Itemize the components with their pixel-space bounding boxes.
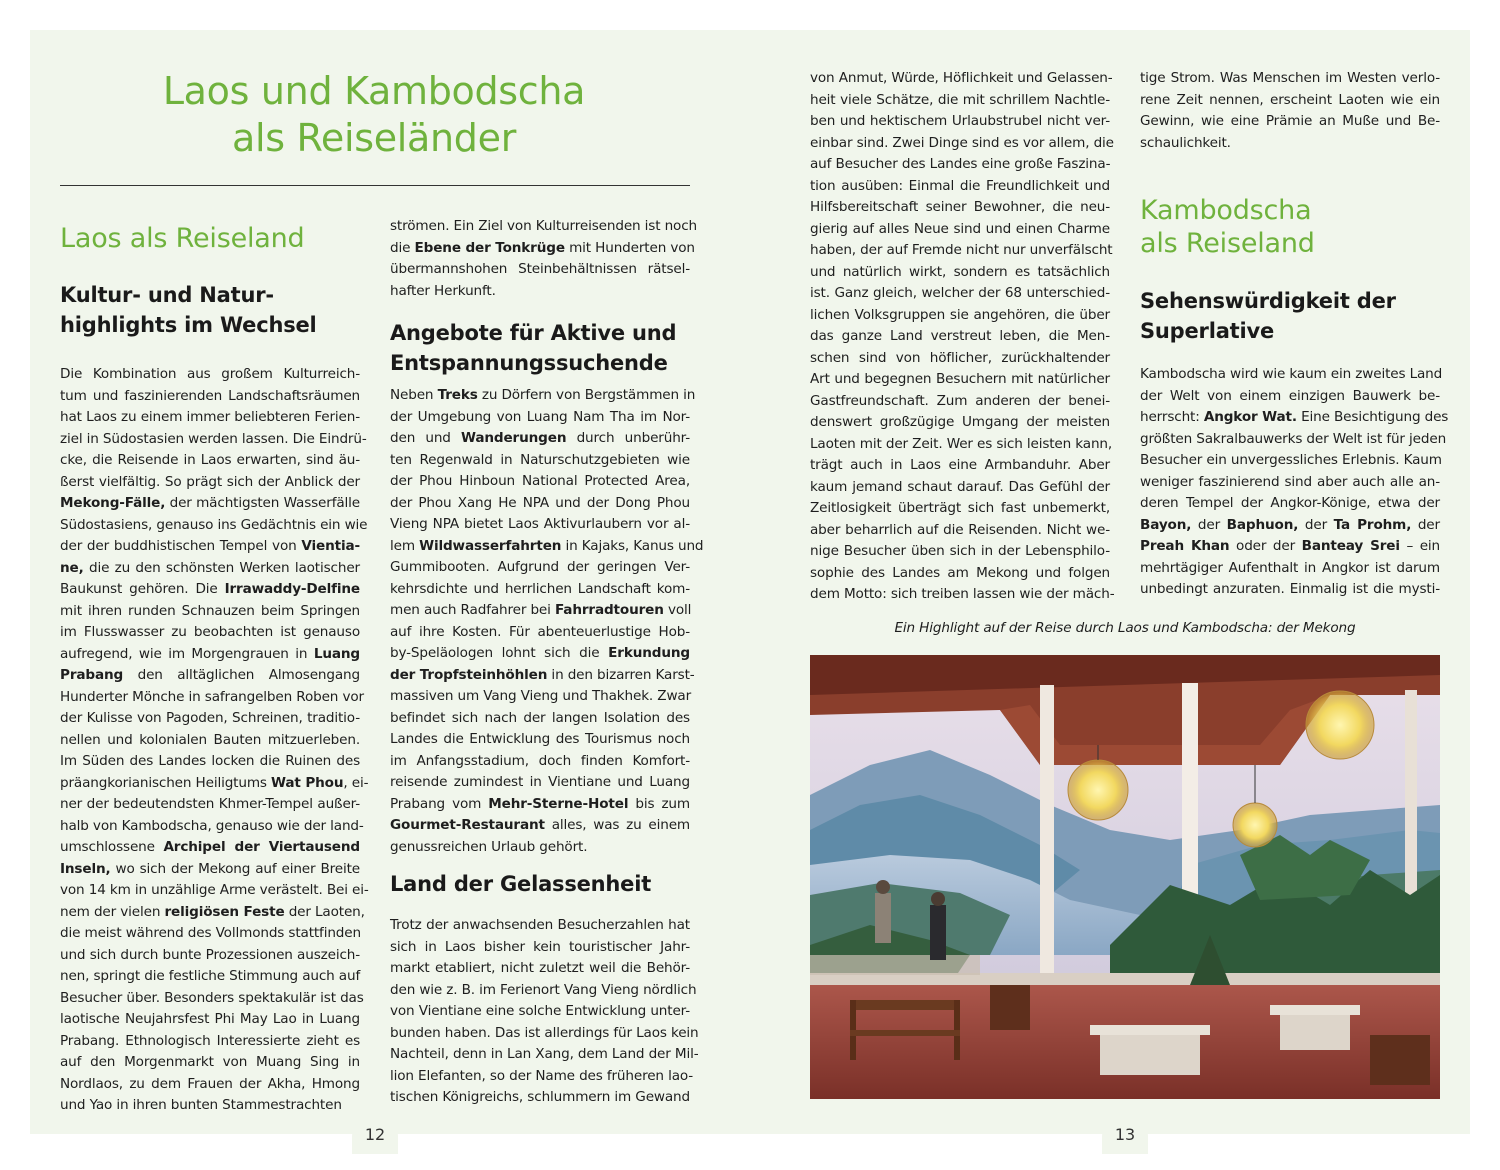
text-line: [60, 364, 360, 386]
text-run: Besucher ein unvergessliches Erlebnis. Kaum: [1140, 452, 1442, 468]
text-run: herrscht:: [1140, 409, 1204, 425]
text-run: markt etabliert, nicht zuletzt weil die Behör-: [390, 960, 690, 976]
text-run: mehrtägiger Aufenthalt in Angkor ist darum: [1140, 559, 1440, 576]
text-run: zu Dörfern von Bergstämmen in: [477, 387, 696, 403]
text-line: [390, 514, 690, 536]
bold-term: Ebene der Tonkrüge: [414, 239, 565, 256]
bold-term: Archipel der Viertausend: [163, 839, 360, 855]
body-column-3: [810, 68, 1115, 606]
text-run: im Flusswasser zu beobachten ist genauso: [60, 624, 360, 640]
bold-term: Ta Prohm,: [1333, 516, 1412, 533]
text-line: [60, 730, 360, 752]
page-number-left: 12: [352, 1114, 398, 1154]
text-line: [390, 958, 690, 980]
subheading-superlative: [1140, 286, 1440, 346]
text-run: Hilfsbereitschaft seiner Bewohner, die neu-: [810, 199, 1110, 215]
text-line: [1140, 450, 1440, 472]
text-run: nem der vielen: [60, 903, 165, 920]
text-run: der Kulisse von Pagoden, Schreinen, traditio-: [60, 710, 360, 726]
text-run: auf ihre Kosten. Für abenteuerlustige Hob-: [390, 623, 690, 640]
text-line: [60, 1031, 360, 1053]
text-line: [60, 601, 360, 623]
text-run: heit viele Schätze, die mit schrillem Nachtle-: [810, 91, 1110, 108]
text-line: [810, 111, 1110, 133]
title-rule: [60, 185, 690, 186]
text-line: [810, 434, 1113, 456]
text-run: aufregend, wie im Morgengrauen in: [60, 645, 314, 662]
text-line: [810, 369, 1110, 391]
page-number-right: 13: [1102, 1114, 1148, 1154]
text-line: [60, 794, 360, 816]
text-run: der Umgebung von Luang Nam Tha im Nor-: [390, 408, 690, 425]
text-line: [390, 915, 690, 937]
text-run: auf Besucher des Landes eine große Faszina-: [810, 156, 1111, 172]
text-line: [60, 708, 360, 730]
text-run: sophie des Landes am Mekong und folgen: [810, 564, 1110, 581]
text-run: Im Süden des Landes locken die Ruinen des: [60, 753, 360, 769]
text-run: Baukunst gehören. Die: [60, 581, 225, 597]
text-run: die: [390, 239, 415, 256]
text-run: Art und begegnen Besuchern mit natürlicher: [810, 371, 1110, 387]
section-heading-kambodscha-line-2: als Reiseland: [1140, 228, 1315, 259]
text-line: [1140, 133, 1440, 155]
text-line: [60, 923, 360, 945]
text-line: [60, 579, 360, 601]
bold-term: Bayon,: [1140, 516, 1192, 533]
text-line: [810, 541, 1110, 563]
text-line: [1140, 90, 1440, 112]
text-run: tion ausüben: Einmal die Freundlichkeit und: [810, 177, 1110, 194]
text-run: ziel in Südostasien werden lassen. Die Eindrü-: [60, 430, 367, 447]
text-line: [390, 428, 690, 450]
text-run: den und: [390, 430, 461, 446]
text-run: mit Hunderten von: [564, 239, 695, 256]
bold-term: Fahrradtouren: [554, 602, 664, 618]
text-run: denswert großzügige Umgang der meisten: [810, 414, 1110, 430]
text-run: cke, die Reisende in Laos erwarten, sind äu-: [60, 452, 360, 468]
text-run: unbedingt anzuraten. Einmalig ist die mysti-: [1140, 581, 1440, 597]
text-line: [1140, 579, 1440, 601]
text-run: men auch Radfahrer bei: [390, 602, 555, 618]
text-line: [1140, 407, 1449, 429]
text-run: Hunderter Mönche in safrangelben Roben vor: [60, 688, 364, 705]
text-run: Neben: [390, 387, 438, 403]
text-line: [60, 644, 360, 666]
subheading-angebote-line-2: Entspannungssuchende: [390, 351, 668, 375]
text-line: [810, 326, 1110, 348]
text-run: nige Besucher üben sich in der Lebensphilo-: [810, 543, 1110, 559]
bold-term: Inseln,: [60, 860, 111, 877]
subheading-angebote: [390, 318, 690, 378]
bold-term: Wildwasserfahrten: [419, 537, 562, 554]
text-line: [390, 643, 690, 665]
text-run: die meist während des Vollmonds stattfinden: [60, 925, 361, 941]
bold-term: Luang: [313, 645, 360, 662]
text-run: dem Motto: sich treiben lassen wie der mäch-: [810, 586, 1115, 602]
text-run: gierig auf alles Neue sind und einen Charme: [810, 220, 1110, 237]
text-run: auf den Morgenmarkt von Muang Sing in: [60, 1054, 360, 1070]
text-run: im Anfangsstadium, doch finden Komfort-: [390, 752, 690, 769]
text-run: der Phou Xang He NPA und der Dong Phou: [390, 494, 690, 511]
mekong-terrace-illustration: [810, 655, 1440, 1099]
subheading-superlative-line-1: Sehenswürdigkeit der: [1140, 289, 1396, 313]
text-line: [390, 980, 697, 1002]
subheading-kultur-line-2: highlights im Wechsel: [60, 313, 317, 337]
text-run: Trotz der anwachsenden Besucherzahlen hat: [390, 917, 690, 933]
text-run: reisende zumindest in Vientiane und Luang: [390, 774, 690, 790]
text-line: [390, 281, 690, 303]
text-line: [390, 600, 690, 622]
text-run: sich in Laos bisher kein touristischer Jahr-: [390, 938, 690, 955]
text-run: der: [1191, 516, 1227, 533]
text-run: und Yao in ihren bunten Stammestrachten: [60, 1097, 342, 1113]
text-line: [390, 1044, 699, 1066]
text-run: Nachteil, denn in Lan Xang, dem Land der Mil-: [390, 1046, 699, 1062]
text-line: [1140, 364, 1443, 386]
text-run: den alltäglichen Almosengang: [123, 667, 360, 683]
body-column-2-mid: [390, 385, 704, 858]
text-line: [390, 729, 690, 751]
text-line: [810, 219, 1110, 241]
body-column-2-top: [390, 216, 698, 302]
bold-term: der Tropfsteinhöhlen: [390, 666, 548, 683]
text-line: [1140, 386, 1440, 408]
text-run: und sich durch bunte Prozessionen auszeich-: [60, 946, 360, 963]
text-line: [60, 450, 360, 472]
text-line: [60, 665, 360, 687]
main-title: [60, 68, 688, 162]
body-column-2-bottom: [390, 915, 699, 1109]
text-run: Zeitlosigkeit überträgt sich fast unbemerkt,: [810, 500, 1110, 516]
text-line: [390, 216, 698, 238]
text-line: [810, 262, 1110, 284]
text-line: [390, 536, 704, 558]
text-line: [390, 708, 690, 730]
text-run: deren Tempel der Angkor-Könige, etwa der: [1140, 495, 1440, 511]
text-run: größten Sakralbauwerks der Welt ist für jeden: [1140, 430, 1447, 447]
text-run: trägt auch in Laos eine Armbanduhr. Aber: [810, 457, 1110, 473]
section-heading-laos: Laos als Reiseland: [60, 223, 305, 254]
text-run: befindet sich nach der langen Isolation des: [390, 709, 690, 726]
text-run: in Kajaks, Kanus und: [561, 537, 704, 554]
text-run: massiven um Vang Vieng und Thakhek. Zwar: [390, 688, 692, 704]
text-line: [390, 1001, 690, 1023]
text-run: präangkorianischen Heiligtums: [60, 774, 272, 791]
text-line: [810, 154, 1110, 176]
text-line: [390, 471, 690, 493]
text-line: [810, 348, 1110, 370]
text-line: [810, 477, 1110, 499]
text-run: kaum jemand schaut darauf. Das Gefühl der: [810, 478, 1110, 495]
subheading-kultur: [60, 280, 360, 340]
text-line: [60, 687, 364, 709]
text-line: [390, 450, 690, 472]
text-line: [60, 536, 360, 558]
text-line: [390, 557, 690, 579]
text-run: lem: [390, 537, 420, 554]
text-run: nellen und kolonialen Bauten mitzuerleben.: [60, 731, 360, 748]
text-line: [810, 305, 1110, 327]
text-line: [60, 429, 367, 451]
text-line: [60, 751, 360, 773]
text-line: [810, 68, 1113, 90]
text-run: , ei-: [343, 774, 369, 791]
text-run: tige Strom. Was Menschen im Westen verlo-: [1140, 70, 1440, 86]
text-line: [1140, 558, 1440, 580]
text-run: halb von Kambodscha, genauso wie der land-: [60, 817, 364, 834]
text-run: bunden haben. Das ist allerdings für Laos kein: [390, 1024, 699, 1041]
text-run: ner der bedeutendsten Khmer-Tempel außer-: [60, 796, 360, 812]
text-run: Prabang. Ethnologisch Interessierte zieht es: [60, 1032, 360, 1049]
text-run: weniger faszinierend sind aber auch alle an-: [1140, 473, 1440, 490]
text-line: [390, 937, 690, 959]
text-run: nen, springt die festliche Stimmung auch auf: [60, 968, 361, 984]
text-line: [60, 1009, 360, 1031]
bold-term: Preah Khan: [1140, 538, 1230, 554]
text-line: [810, 240, 1113, 262]
text-line: [390, 259, 690, 281]
text-run: oder der: [1229, 538, 1302, 554]
text-line: [60, 472, 360, 494]
text-line: [1140, 429, 1447, 451]
text-run: das ganze Land verstreut leben, die Men-: [810, 328, 1110, 344]
text-line: [390, 238, 695, 260]
text-line: [1140, 536, 1440, 558]
bold-term: Prabang: [60, 667, 124, 683]
text-run: haben, der auf Fremde nicht nur unverfälscht: [810, 242, 1113, 258]
text-run: der Laoten,: [284, 903, 365, 920]
text-line: [60, 407, 360, 429]
text-run: Gummibooten. Aufgrund der geringen Ver-: [390, 559, 690, 575]
text-line: [390, 665, 695, 687]
text-run: strömen. Ein Ziel von Kulturreisenden ist noch: [390, 218, 698, 234]
text-run: der der buddhistischen Tempel von: [60, 538, 302, 554]
text-line: [390, 1066, 694, 1088]
text-line: [60, 1095, 360, 1117]
text-run: von Anmut, Würde, Höflichkeit und Gelassen-: [810, 70, 1113, 86]
text-line: [60, 558, 360, 580]
bold-term: ne,: [60, 559, 84, 576]
bold-term: Wanderungen: [461, 430, 567, 446]
text-run: Besucher über. Besonders spektakulär ist das: [60, 989, 364, 1006]
text-run: in den bizarren Karst-: [547, 666, 695, 683]
text-line: [60, 816, 364, 838]
text-run: schen sind von höflicher, zurückhaltender: [810, 349, 1110, 366]
text-run: Nordlaos, zu dem Frauen der Akha, Hmong: [60, 1075, 360, 1092]
text-run: alles, was zu einem: [544, 817, 690, 833]
bold-term: Gourmet-Restaurant: [390, 817, 545, 833]
text-run: aber beharrlich auf die Reisenden. Nicht we-: [810, 521, 1110, 538]
text-line: [390, 1023, 699, 1045]
text-line: [1140, 515, 1440, 537]
text-run: Landes die Entwicklung des Tourismus noch: [390, 731, 690, 747]
text-line: [810, 391, 1110, 413]
main-title-line-1: Laos und Kambodscha: [162, 69, 586, 113]
text-run: einbar sind. Zwei Dinge sind es vor allem, die: [810, 134, 1114, 151]
text-line: [1140, 68, 1440, 90]
text-line: [390, 751, 690, 773]
bold-term: Mehr-Sterne-Hotel: [488, 795, 629, 812]
text-run: Die Kombination aus großem Kulturreich-: [60, 366, 360, 382]
text-line: [390, 837, 690, 859]
body-column-4: [1140, 364, 1449, 601]
subheading-superlative-line-2: Superlative: [1140, 319, 1275, 343]
text-line: [390, 493, 690, 515]
mekong-terrace-photo: [810, 655, 1440, 1099]
text-line: [60, 622, 360, 644]
text-run: kehrsdichte und herrlichen Landschaft kom-: [390, 580, 690, 597]
text-line: [60, 493, 360, 515]
text-line: [60, 1052, 360, 1074]
text-run: Eine Besichtigung des: [1296, 409, 1449, 425]
text-line: [390, 686, 690, 708]
text-line: [60, 966, 360, 988]
text-run: lichen Volksgruppen sie angehören, die über: [810, 306, 1110, 323]
bold-term: Treks: [437, 387, 478, 403]
text-run: der Welt von einem einzigen Bauwerk be-: [1140, 387, 1440, 404]
subheading-kultur-line-1: Kultur- und Natur-: [60, 283, 274, 307]
bold-term: Irrawaddy-Delfine: [224, 581, 360, 597]
text-run: schaulichkeit.: [1140, 134, 1231, 151]
text-run: rene Zeit nennen, erscheint Laoten wie ein: [1140, 91, 1440, 108]
text-run: der: [1411, 516, 1440, 533]
text-run: tum und faszinierenden Landschaftsräumen: [60, 387, 360, 404]
text-line: [810, 520, 1110, 542]
text-run: ist. Ganz gleich, welcher der 68 unterschied-: [810, 285, 1110, 301]
text-line: [810, 412, 1110, 434]
text-run: mit ihren runden Schnauzen beim Springen: [60, 602, 360, 619]
text-run: und natürlich wirkt, sondern es tatsächlich: [810, 263, 1110, 280]
text-line: [60, 1074, 360, 1096]
bold-term: Mekong-Fälle,: [60, 495, 166, 511]
text-run: der Phou Hinboun National Protected Area,: [390, 473, 690, 489]
text-line: [390, 622, 690, 644]
text-run: ten Regenwald in Naturschutzgebieten wie: [390, 451, 690, 468]
text-line: [810, 283, 1110, 305]
text-run: laotische Neujahrsfest Phi May Lao in Luang: [60, 1011, 360, 1027]
section-heading-kambodscha-line-1: Kambodscha: [1140, 195, 1312, 226]
text-run: der: [1298, 516, 1334, 533]
text-run: die zu den schönsten Werken laotischer: [83, 559, 360, 576]
text-run: wo sich der Mekong auf einer Breite: [110, 860, 360, 877]
text-line: [390, 815, 690, 837]
text-run: hafter Herkunft.: [390, 282, 496, 299]
text-line: [60, 837, 360, 859]
text-run: Prabang vom: [390, 795, 489, 812]
text-line: [60, 902, 365, 924]
text-run: hat Laos zu einem immer beliebteren Ferien-: [60, 409, 360, 425]
text-run: bis zum: [628, 795, 690, 812]
text-line: [810, 197, 1110, 219]
text-run: Vieng NPA bietet Laos Aktivurlaubern vor al-: [390, 516, 690, 532]
text-run: ben und hektischem Urlaubstrubel nicht ver-: [810, 113, 1110, 129]
text-line: [810, 584, 1115, 606]
text-run: Laoten mit der Zeit. Wer es sich leisten kann,: [810, 435, 1113, 452]
text-line: [60, 386, 360, 408]
text-line: [810, 176, 1110, 198]
bold-term: Baphuon,: [1226, 516, 1299, 533]
main-title-line-2: als Reiseländer: [231, 116, 517, 160]
text-line: [60, 880, 369, 902]
text-line: [810, 455, 1110, 477]
text-run: – ein: [1399, 538, 1440, 554]
text-line: [60, 515, 368, 537]
bold-term: Angkor Wat.: [1203, 409, 1297, 425]
text-line: [810, 498, 1110, 520]
text-run: Gastfreundschaft. Zum anderen der benei-: [810, 392, 1110, 409]
text-line: [390, 407, 690, 429]
text-line: [1140, 493, 1440, 515]
bold-term: religiösen Feste: [164, 903, 285, 920]
text-line: [1140, 472, 1440, 494]
text-run: lion Elefanten, so der Name des früheren lao-: [390, 1067, 694, 1084]
text-run: durch unberühr-: [566, 430, 690, 446]
text-run: ßerst vielfältig. So prägt sich der Anblick der: [60, 473, 360, 490]
text-line: [1140, 111, 1440, 133]
text-run: Gewinn, wie eine Prämie an Muße und Be-: [1140, 113, 1440, 129]
text-run: Südostasiens, genauso ins Gedächtnis ein wie: [60, 516, 368, 533]
bold-term: Erkundung: [608, 645, 690, 661]
body-column-4-top: [1140, 68, 1440, 154]
text-line: [390, 794, 690, 816]
photo-caption: Ein Highlight auf der Reise durch Laos und Kambodscha: der Mekong: [894, 620, 1356, 636]
section-heading-kambodscha: [1140, 194, 1440, 260]
text-run: tischen Königreichs, schlummern im Gewand: [390, 1089, 690, 1105]
text-run: der mächtigsten Wasserfälle: [165, 495, 360, 511]
text-run: den wie z. B. im Ferienort Vang Vieng nördlich: [390, 981, 697, 998]
text-run: übermannshohen Steinbehältnissen rätsel-: [390, 261, 690, 277]
text-run: von Vientiane eine solche Entwicklung unter-: [390, 1003, 690, 1019]
text-line: [390, 772, 690, 794]
bold-term: Vientia-: [301, 538, 360, 554]
bold-term: Wat Phou: [271, 774, 344, 791]
bold-term: Banteay Srei: [1301, 538, 1400, 554]
text-run: by-Speläologen lohnt sich die: [390, 645, 609, 661]
text-run: genussreichen Urlaub gehört.: [390, 838, 588, 855]
text-line: [60, 773, 369, 795]
body-column-1: [60, 364, 369, 1117]
text-line: [810, 133, 1114, 155]
text-line: [390, 579, 690, 601]
text-line: [810, 90, 1110, 112]
text-line: [60, 988, 364, 1010]
text-run: voll: [663, 602, 692, 618]
text-run: von 14 km in unzählige Arme verästelt. Bei ei-: [60, 882, 369, 898]
subheading-angebote-line-1: Angebote für Aktive und: [390, 321, 677, 345]
text-line: [60, 945, 360, 967]
text-run: umschlossene: [60, 839, 164, 855]
text-line: [60, 859, 360, 881]
text-line: [390, 1087, 690, 1109]
text-line: [390, 385, 696, 407]
subheading-gelassenheit: Land der Gelassenheit: [390, 872, 652, 896]
text-run: Kambodscha wird wie kaum ein zweites Land: [1140, 366, 1443, 382]
text-line: [810, 563, 1110, 585]
